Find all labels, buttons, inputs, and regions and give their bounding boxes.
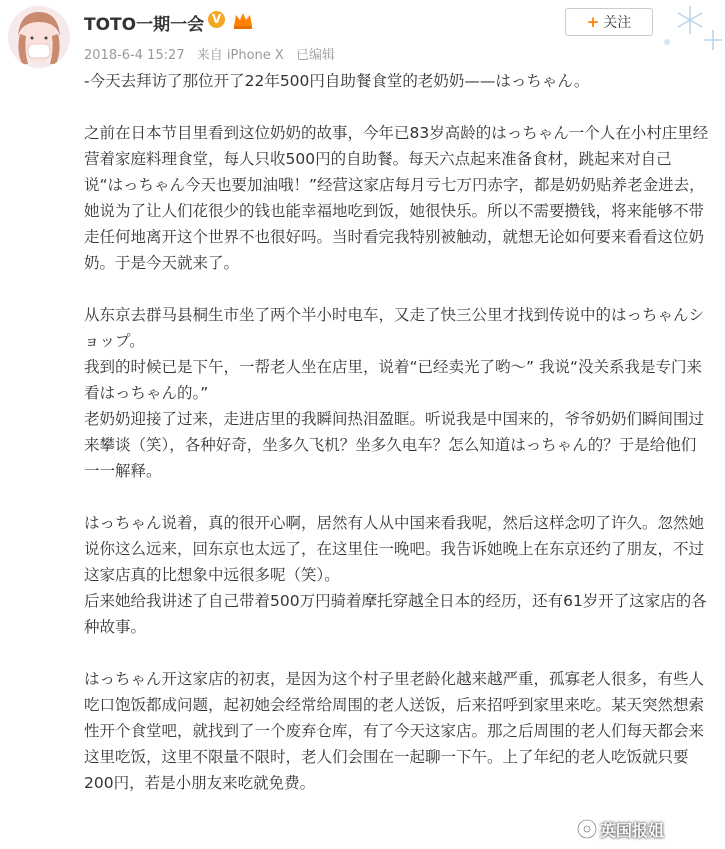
avatar-image [8,6,70,68]
post-paragraph: 从东京去群马县桐生市坐了两个半小时电车，又走了快三公里才找到传说中的はっちゃんショップ。 [84,306,705,350]
follow-button[interactable] [565,8,653,36]
post-paragraph: 后来她给我讲述了自己带着500万円骑着摩托穿越全日本的经历，还有61岁开了这家店的各种故事。 [84,592,707,636]
post-source: 来自 iPhone X [196,48,284,63]
post-paragraph: 我到的时候已是下午，一帮老人坐在店里，说着“已经卖光了哟～” 我说“没关系我是专门来看はっちゃん的。” [84,358,703,402]
watermark-text: 英国报姐 [600,821,665,840]
post-paragraph: 之前在日本节目里看到这位奶奶的故事，今年已83岁高龄的はっちゃん一个人在小村庄里经营着家庭料理食堂，每人只收500円的自助餐。每天六点起来准备食材，跳起来对自己说“はっちゃん今天也要加油哦！”经营这家店每月亏七万円赤字，都是奶奶贴养老金进去，她说为了让人们花很少的钱也能幸福地吃到饭，她很快乐。所以不需要攒钱，将来能够不带走任何地离开这个世界不也很好吗。当时看完我特别被触动，就想无论如何要来看看这位奶奶。于是今天就来了。 [84,124,709,272]
username[interactable]: TOTO一期一会 [84,15,205,35]
post-date[interactable]: 2018-6-4 15:27 [84,48,185,63]
snowflake-decoration-icon [655,0,725,60]
paragraph-gap [84,484,710,510]
follow-label: 关注 [603,15,632,31]
watermark-logo-icon [576,818,598,840]
plus-icon: + [586,13,600,31]
verified-badge-icon: V [208,11,225,28]
paragraph-gap [84,276,710,302]
edited-label: 已编辑 [295,48,335,63]
post-paragraph: はっちゃん说着，真的很开心啊，居然有人从中国来看我呢，然后这样念叨了许久。忽然她说你这么远来，回东京也太远了，在这里住一晚吧。我告诉她晚上在东京还约了朋友，不过这家店真的比想象中远很多呢（笑）。 [84,514,705,584]
post-paragraph: 老奶奶迎接了过来，走进店里的我瞬间热泪盈眶。听说我是中国来的，爷爷奶奶们瞬间围过来攀谈（笑），各种好奇，坐多久飞机？坐多久电车？怎么知道はっちゃん的？于是给他们一一解释。 [84,410,705,480]
paragraph-gap [84,640,710,666]
post-paragraph: はっちゃん开这家店的初衷，是因为这个村子里老龄化越来越严重，孤寡老人很多，有些人吃口饱饭都成问题，起初她会经常给周围的老人送饭，后来招呼到家里来吃。某天突然想索性开个食堂吧，就找到了一个废弃仓库，有了今天这家店。那之后周围的老人们每天都会来这里吃饭，这里不限量不限时，老人们会围在一起聊一下午。上了年纪的老人吃饭就只要200円，若是小朋友来吃就免费。 [84,670,705,792]
post-meta [84,44,343,63]
post-paragraph: -今天去拜访了那位开了22年500円自助餐食堂的老奶奶——はっちゃん。 [84,72,590,90]
post-body [84,68,710,796]
paragraph-gap [84,94,710,120]
avatar[interactable] [8,6,70,68]
crown-icon [232,10,254,30]
